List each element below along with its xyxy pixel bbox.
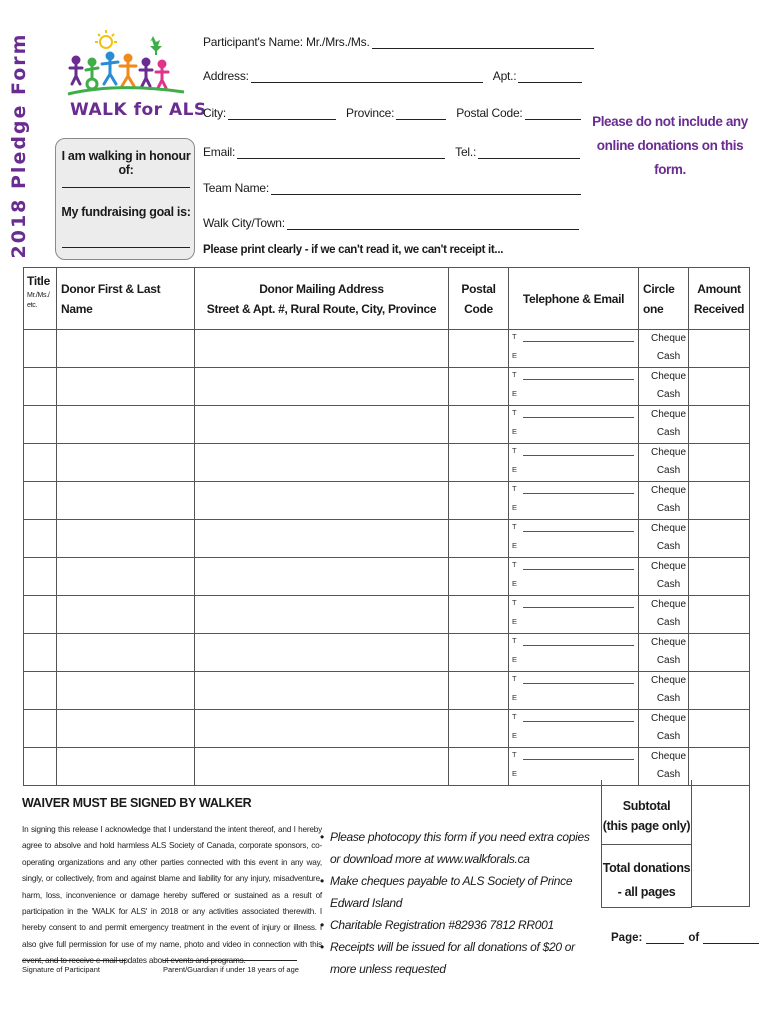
table-row bbox=[24, 558, 750, 596]
guardian-signature-line[interactable] bbox=[163, 960, 297, 961]
amount-cell[interactable] bbox=[689, 330, 750, 368]
cash-option[interactable]: Cash bbox=[656, 769, 681, 780]
payment-cell[interactable] bbox=[639, 672, 689, 710]
table-row bbox=[24, 634, 750, 672]
header-amount-line2: Received bbox=[693, 301, 745, 316]
tel-line bbox=[523, 417, 634, 418]
donor-name-cell[interactable] bbox=[57, 406, 195, 444]
team-name-label: Team Name: bbox=[203, 181, 270, 195]
email-row bbox=[203, 143, 580, 159]
tel-input[interactable] bbox=[478, 147, 580, 159]
header-postal-code: Postal Code bbox=[449, 268, 509, 330]
amount-cell[interactable] bbox=[689, 634, 750, 672]
tel-line bbox=[523, 607, 634, 608]
cheque-option[interactable]: Cheque bbox=[650, 409, 687, 420]
payment-cell[interactable] bbox=[639, 596, 689, 634]
cheque-option[interactable]: Cheque bbox=[650, 599, 687, 610]
header-address-line1: Donor Mailing Address bbox=[259, 281, 384, 296]
cheque-option[interactable]: Cheque bbox=[650, 751, 687, 762]
swoosh bbox=[68, 88, 184, 94]
page-total-input[interactable] bbox=[703, 932, 759, 944]
team-name-row bbox=[203, 179, 581, 195]
province-input[interactable] bbox=[396, 108, 446, 120]
amount-cell[interactable] bbox=[689, 710, 750, 748]
title-cell[interactable] bbox=[24, 330, 57, 368]
goal-label: My fundraising goal is: bbox=[61, 205, 191, 219]
cheque-option[interactable]: Cheque bbox=[650, 485, 687, 496]
participant-name-label: Participant's Name: Mr./Mrs./Ms. bbox=[203, 35, 370, 49]
contact-cell[interactable] bbox=[509, 482, 639, 520]
address-row bbox=[203, 67, 582, 83]
table-header-row bbox=[24, 268, 750, 330]
payment-cell[interactable] bbox=[639, 330, 689, 368]
cash-option[interactable]: Cash bbox=[656, 389, 681, 400]
city-row bbox=[203, 104, 581, 120]
postal-code-cell[interactable] bbox=[449, 596, 509, 634]
tel-label: Tel.: bbox=[455, 145, 477, 159]
address-cell[interactable] bbox=[195, 634, 449, 672]
header-telephone-email: Telephone & Email bbox=[509, 268, 639, 330]
header-amount-line1: Amount bbox=[697, 281, 741, 296]
note-charitable-registration: • Charitable Registration #82936 7812 RR001 bbox=[320, 914, 600, 936]
title-cell[interactable] bbox=[24, 558, 57, 596]
tel-line bbox=[523, 493, 634, 494]
city-label: City: bbox=[203, 106, 227, 120]
guardian-label: Parent/Guardian if under 18 years of age bbox=[163, 965, 299, 974]
contact-cell[interactable] bbox=[509, 368, 639, 406]
cheque-option[interactable]: Cheque bbox=[650, 561, 687, 572]
title-cell[interactable] bbox=[24, 444, 57, 482]
title-cell[interactable] bbox=[24, 482, 57, 520]
title-cell[interactable] bbox=[24, 368, 57, 406]
payment-cell[interactable] bbox=[639, 710, 689, 748]
donor-name-cell[interactable] bbox=[57, 596, 195, 634]
cheque-option[interactable]: Cheque bbox=[650, 713, 687, 724]
header-circle-line2: one bbox=[643, 301, 664, 316]
tel-prefix: T bbox=[512, 674, 517, 683]
note-receipts: • Receipts will be issued for all donations of $20 or more unless requested bbox=[320, 936, 600, 980]
header-title bbox=[24, 268, 57, 330]
table-row bbox=[24, 406, 750, 444]
goal-input[interactable] bbox=[62, 247, 190, 248]
contact-cell[interactable] bbox=[509, 634, 639, 672]
address-input[interactable] bbox=[251, 71, 483, 83]
tel-prefix: T bbox=[512, 522, 517, 531]
header-mailing-address bbox=[195, 268, 449, 330]
donor-name-cell[interactable] bbox=[57, 558, 195, 596]
address-cell[interactable] bbox=[195, 330, 449, 368]
table-row bbox=[24, 330, 750, 368]
side-title: 2018 Pledge Form bbox=[8, 32, 30, 259]
donor-name-cell[interactable] bbox=[57, 520, 195, 558]
amount-cell[interactable] bbox=[689, 368, 750, 406]
of-label: of bbox=[688, 932, 700, 944]
address-cell[interactable] bbox=[195, 482, 449, 520]
email-prefix: E bbox=[512, 541, 518, 550]
tel-line bbox=[523, 341, 634, 342]
amount-cell[interactable] bbox=[689, 520, 750, 558]
email-input[interactable] bbox=[237, 147, 445, 159]
cheque-option[interactable]: Cheque bbox=[650, 371, 687, 382]
contact-cell[interactable] bbox=[509, 672, 639, 710]
sun-icon bbox=[95, 30, 117, 48]
walk-city-row bbox=[203, 214, 579, 230]
address-cell[interactable] bbox=[195, 672, 449, 710]
total-donations-label bbox=[602, 845, 691, 907]
cash-option[interactable]: Cash bbox=[656, 731, 681, 742]
signature-label: Signature of Participant bbox=[22, 965, 100, 974]
maple-leaf-icon bbox=[150, 36, 162, 55]
postal-code-cell[interactable] bbox=[449, 330, 509, 368]
email-prefix: E bbox=[512, 351, 518, 360]
contact-cell[interactable] bbox=[509, 444, 639, 482]
title-cell[interactable] bbox=[24, 520, 57, 558]
summary-amount-cells[interactable] bbox=[692, 780, 750, 907]
table-row bbox=[24, 444, 750, 482]
page-number-row bbox=[611, 932, 759, 944]
cheque-option[interactable]: Cheque bbox=[650, 333, 687, 344]
donor-name-cell[interactable] bbox=[57, 672, 195, 710]
address-cell[interactable] bbox=[195, 444, 449, 482]
honour-box bbox=[55, 138, 195, 260]
honour-input[interactable] bbox=[62, 187, 190, 188]
header-amount-received bbox=[689, 268, 750, 330]
tel-prefix: T bbox=[512, 712, 517, 721]
amount-cell[interactable] bbox=[689, 444, 750, 482]
address-cell[interactable] bbox=[195, 406, 449, 444]
postal-code-cell[interactable] bbox=[449, 748, 509, 786]
address-cell[interactable] bbox=[195, 558, 449, 596]
postal-code-label: Postal Code: bbox=[456, 106, 523, 120]
postal-code-cell[interactable] bbox=[449, 444, 509, 482]
address-cell[interactable] bbox=[195, 520, 449, 558]
walk-city-input[interactable] bbox=[287, 218, 579, 230]
email-prefix: E bbox=[512, 579, 518, 588]
contact-cell[interactable] bbox=[509, 406, 639, 444]
cheque-option[interactable]: Cheque bbox=[650, 447, 687, 458]
total-line2: - all pages bbox=[617, 885, 676, 899]
tel-prefix: T bbox=[512, 332, 517, 341]
postal-code-cell[interactable] bbox=[449, 634, 509, 672]
contact-cell[interactable] bbox=[509, 520, 639, 558]
payment-cell[interactable] bbox=[639, 482, 689, 520]
logo-text: WALK for ALS bbox=[70, 100, 207, 120]
email-prefix: E bbox=[512, 731, 518, 740]
table-row bbox=[24, 368, 750, 406]
tel-prefix: T bbox=[512, 598, 517, 607]
tel-line bbox=[523, 645, 634, 646]
apt-label: Apt.: bbox=[492, 69, 517, 83]
cash-option[interactable]: Cash bbox=[656, 693, 681, 704]
table-row bbox=[24, 596, 750, 634]
print-note: Please print clearly - if we can't read it, we can't receipt it... bbox=[203, 244, 504, 256]
payment-cell[interactable] bbox=[639, 520, 689, 558]
address-cell[interactable] bbox=[195, 748, 449, 786]
honour-label: I am walking in honour of: bbox=[61, 149, 191, 177]
table-row bbox=[24, 520, 750, 558]
title-cell[interactable] bbox=[24, 710, 57, 748]
header-title-label: Title bbox=[27, 274, 50, 288]
total-line1: Total donations bbox=[602, 861, 691, 875]
donor-rows bbox=[24, 330, 750, 786]
tel-prefix: T bbox=[512, 408, 517, 417]
email-prefix: E bbox=[512, 389, 518, 398]
email-label: Email: bbox=[203, 145, 236, 159]
email-prefix: E bbox=[512, 427, 518, 436]
tel-prefix: T bbox=[512, 370, 517, 379]
tel-line bbox=[523, 379, 634, 380]
cash-option[interactable]: Cash bbox=[656, 427, 681, 438]
email-prefix: E bbox=[512, 769, 518, 778]
donor-name-cell[interactable] bbox=[57, 444, 195, 482]
title-cell[interactable] bbox=[24, 634, 57, 672]
payment-cell[interactable] bbox=[639, 406, 689, 444]
cash-option[interactable]: Cash bbox=[656, 503, 681, 514]
walk-city-label: Walk City/Town: bbox=[203, 216, 285, 230]
title-cell[interactable] bbox=[24, 406, 57, 444]
donor-table bbox=[23, 267, 750, 786]
cash-option[interactable]: Cash bbox=[656, 465, 681, 476]
title-cell[interactable] bbox=[24, 596, 57, 634]
table-row bbox=[24, 710, 750, 748]
tel-line bbox=[523, 759, 634, 760]
subtotal-line1: Subtotal bbox=[622, 799, 671, 813]
header-title-sub: Mr./Ms./ etc. bbox=[27, 292, 50, 309]
tel-prefix: T bbox=[512, 484, 517, 493]
waiver-title: WAIVER MUST BE SIGNED BY WALKER bbox=[22, 796, 252, 810]
address-cell[interactable] bbox=[195, 368, 449, 406]
team-name-input[interactable] bbox=[271, 183, 581, 195]
postal-code-input[interactable] bbox=[525, 108, 581, 120]
tel-prefix: T bbox=[512, 446, 517, 455]
cash-option[interactable]: Cash bbox=[656, 351, 681, 362]
online-donations-note: Please do not include any online donations on this form. bbox=[592, 114, 748, 177]
email-prefix: E bbox=[512, 617, 518, 626]
note-photocopy: • Please photocopy this form if you need extra copies or download more at www.walkforals.ca bbox=[320, 826, 600, 870]
contact-cell[interactable] bbox=[509, 330, 639, 368]
page-number-input[interactable] bbox=[646, 932, 684, 944]
contact-cell[interactable] bbox=[509, 558, 639, 596]
tel-line bbox=[523, 721, 634, 722]
cash-option[interactable]: Cash bbox=[656, 579, 681, 590]
note-cheques: • Make cheques payable to ALS Society of Prince Edward Island bbox=[320, 870, 600, 914]
postal-code-cell[interactable] bbox=[449, 368, 509, 406]
participant-name-row bbox=[203, 33, 594, 49]
table-row bbox=[24, 482, 750, 520]
amount-cell[interactable] bbox=[689, 558, 750, 596]
header-donor-name: Donor First & Last Name bbox=[57, 268, 195, 330]
participant-name-input[interactable] bbox=[372, 37, 594, 49]
donor-name-cell[interactable] bbox=[57, 482, 195, 520]
province-label: Province: bbox=[346, 106, 395, 120]
payment-cell[interactable] bbox=[639, 444, 689, 482]
amount-cell[interactable] bbox=[689, 672, 750, 710]
page-label: Page: bbox=[611, 932, 643, 944]
amount-cell[interactable] bbox=[689, 482, 750, 520]
header-address-line2: Street & Apt. #, Rural Route, City, Province bbox=[206, 301, 437, 316]
signature-line[interactable] bbox=[22, 960, 126, 961]
tel-line bbox=[523, 531, 634, 532]
postal-code-cell[interactable] bbox=[449, 406, 509, 444]
title-cell[interactable] bbox=[24, 748, 57, 786]
cash-option[interactable]: Cash bbox=[656, 655, 681, 666]
amount-cell[interactable] bbox=[689, 406, 750, 444]
donor-name-cell[interactable] bbox=[57, 330, 195, 368]
tel-prefix: T bbox=[512, 560, 517, 569]
header-circle-one bbox=[639, 268, 689, 330]
summary-box bbox=[601, 780, 692, 908]
donor-name-cell[interactable] bbox=[57, 748, 195, 786]
postal-code-cell[interactable] bbox=[449, 710, 509, 748]
address-cell[interactable] bbox=[195, 710, 449, 748]
contact-cell[interactable] bbox=[509, 710, 639, 748]
header-circle-line1: Circle bbox=[643, 281, 675, 296]
amount-cell[interactable] bbox=[689, 596, 750, 634]
subtotal-label bbox=[602, 780, 691, 845]
cheque-option[interactable]: Cheque bbox=[650, 523, 687, 534]
city-input[interactable] bbox=[228, 108, 336, 120]
postal-code-cell[interactable] bbox=[449, 672, 509, 710]
contact-cell[interactable] bbox=[509, 596, 639, 634]
email-prefix: E bbox=[512, 503, 518, 512]
cheque-option[interactable]: Cheque bbox=[650, 675, 687, 686]
donor-name-cell[interactable] bbox=[57, 368, 195, 406]
tel-line bbox=[523, 569, 634, 570]
apt-input[interactable] bbox=[518, 71, 582, 83]
title-cell[interactable] bbox=[24, 672, 57, 710]
tel-line bbox=[523, 455, 634, 456]
postal-code-cell[interactable] bbox=[449, 520, 509, 558]
tel-prefix: T bbox=[512, 750, 517, 759]
payment-cell[interactable] bbox=[639, 368, 689, 406]
waiver-text: In signing this release I acknowledge that I understand the intent thereof, and I hereby agree to absolve and hold harmless ALS Society of Canada, corporate sponsors, co-operating organizations and any other parties connected with this event in any way, singly, or collectively, from and against blame and liability for any injury, misadventure, harm, loss, inconvenience or damage hereby suffered or sustained as a result of participation in the 'WALK for ALS' in 2018 or any activities associated therewith. I hereby consent to and permit emergency treatment in the event of injury or illness. I also give full permission for use of my name, photo and video in connection with this event, and to receive e-mail updates about events and programs. bbox=[22, 825, 322, 966]
email-prefix: E bbox=[512, 465, 518, 474]
tel-line bbox=[523, 683, 634, 684]
cash-option[interactable]: Cash bbox=[656, 617, 681, 628]
donor-name-cell[interactable] bbox=[57, 634, 195, 672]
donor-name-cell[interactable] bbox=[57, 710, 195, 748]
cash-option[interactable]: Cash bbox=[656, 541, 681, 552]
payment-cell[interactable] bbox=[639, 558, 689, 596]
notes-list bbox=[320, 826, 600, 980]
cheque-option[interactable]: Cheque bbox=[650, 637, 687, 648]
email-prefix: E bbox=[512, 655, 518, 664]
subtotal-line2: (this page only) bbox=[602, 819, 691, 833]
address-label: Address: bbox=[203, 69, 249, 83]
address-cell[interactable] bbox=[195, 596, 449, 634]
postal-code-cell[interactable] bbox=[449, 482, 509, 520]
payment-cell[interactable] bbox=[639, 634, 689, 672]
postal-code-cell[interactable] bbox=[449, 558, 509, 596]
walker-figures bbox=[70, 53, 168, 89]
tel-prefix: T bbox=[512, 636, 517, 645]
email-prefix: E bbox=[512, 693, 518, 702]
table-row bbox=[24, 672, 750, 710]
